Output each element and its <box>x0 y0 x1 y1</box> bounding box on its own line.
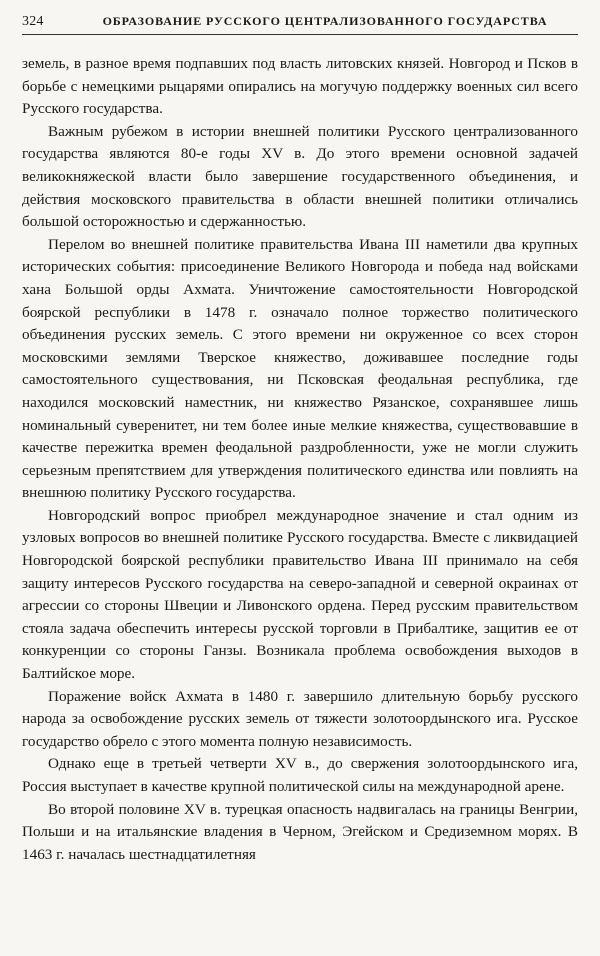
running-title: ОБРАЗОВАНИЕ РУССКОГО ЦЕНТРАЛИЗОВАННОГО ГОСУДАРСТВА <box>102 14 548 28</box>
running-header <box>22 14 578 35</box>
paragraph: Поражение войск Ахмата в 1480 г. завершило длительную борьбу русского народа за освобождение русских земель от тяжести золотоордынского ига. Русское государство обрело с этого момента полную независимость. <box>22 687 578 750</box>
paragraph-continuation: земель, в разное время подпавших под власть литовских князей. Новгород и Псков в борьбе с немецкими рыцарями опирались на могучую поддержку военных сил всего Русского государства. <box>22 55 578 118</box>
paragraph: Перелом во внешней политике правительства Ивана III наметили два крупных исторических события: присоединение Великого Новгорода и победа над войсками хана Большой орды Ахмата. Уничтожение самостоятельности Новгородской боярской республики в 1478 г. означало полное торжество политического объединения русских земель. С этого времени ни окруженное со всех сторон московскими землями Тверское княжество, доживавшее последние годы самостоятельного существования, ни Псковская феодальная республика, где находился московский наместник, ни княжество Рязанское, сохранявшее лишь номинальный суверенитет, ни тем более иные мелкие княжества, существовавшие в качестве пережитка времен феодальной раздробленности, уже не могли служить серьезным препятствием для утверждения политического единства или повлиять на внешнюю политику Русского государства. <box>22 235 578 502</box>
paragraph: Во второй половине XV в. турецкая опасность надвигалась на границы Венгрии, Польши и на итальянские владения в Черном, Эгейском и Средиземном морях. В 1463 г. началась шестнадцатилетняя <box>22 800 578 863</box>
page-number: 324 <box>22 14 44 29</box>
book-page <box>22 14 578 866</box>
paragraph: Однако еще в третьей четверти XV в., до свержения золотоордынского ига, Россия выступает в качестве крупной политической силы на международной арене. <box>22 755 578 795</box>
paragraph: Новгородский вопрос приобрел международное значение и стал одним из узловых вопросов во внешней политике Русского государства. Вместе с ликвидацией Новгородской боярской республики правительство Ивана III принимало на себя защиту интересов Русского государства на северо-западной и северной окраинах от агрессии со стороны Швеции и Ливонского ордена. Перед русским правительством стояла задача обеспечить интересы русской торговли в Прибалтике, защитив ее от конкуренции со стороны Ганзы. Возникала проблема освобождения выходов в Балтийское море. <box>22 506 578 683</box>
body-text <box>22 53 578 866</box>
paragraph: Важным рубежом в истории внешней политики Русского централизованного государства являются 80-е годы XV в. До этого времени основной задачей великокняжеской власти было завершение государственного объединения, и действия московского правительства в области внешней политики отличались большой осторожностью и сдержанностью. <box>22 122 578 231</box>
